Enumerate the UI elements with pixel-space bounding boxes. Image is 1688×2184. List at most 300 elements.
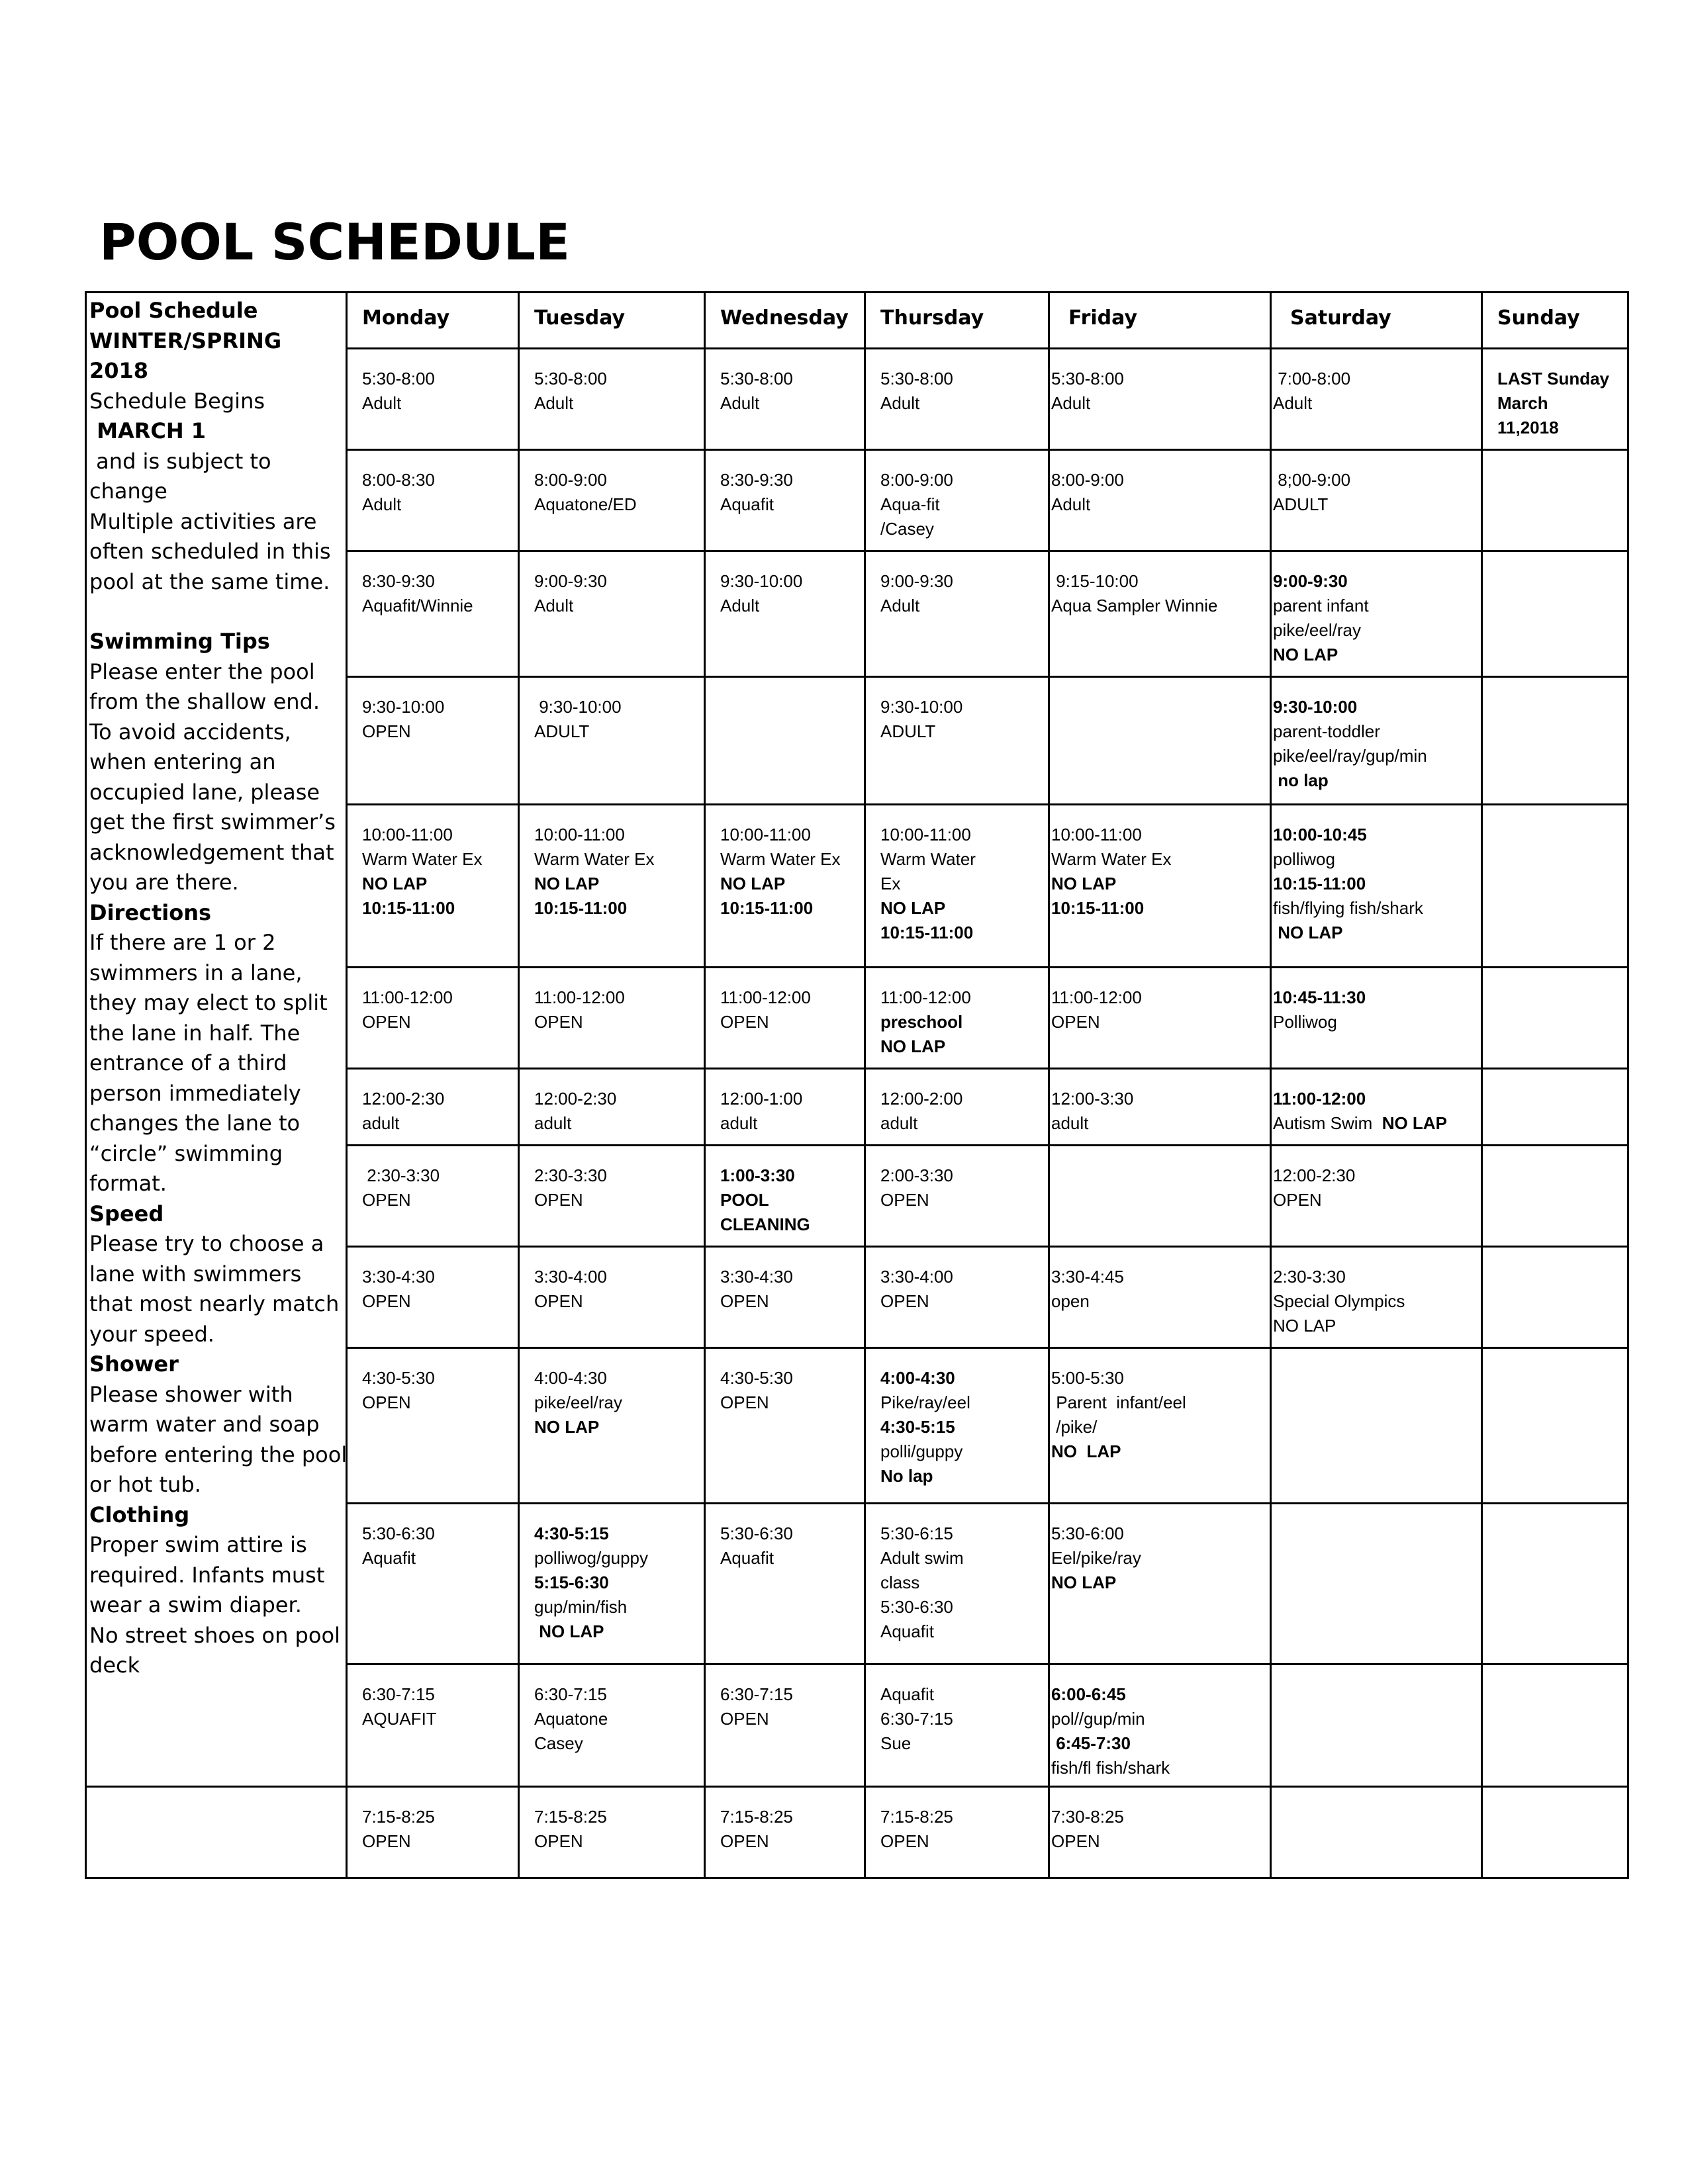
activity-label: ADULT [880, 721, 936, 741]
time-range: 6:45-7:30 [1051, 1733, 1131, 1753]
info-text: you are there. [89, 870, 239, 895]
activity-label: pike/eel/ray/gup/min [1273, 746, 1427, 766]
activity-label: Adult [362, 494, 402, 514]
time-range: 11:00-12:00 [1051, 987, 1142, 1007]
schedule-cell-sunday [1482, 1348, 1628, 1504]
time-slot-row [86, 1787, 1628, 1878]
schedule-cell-sunday [1482, 1787, 1628, 1878]
activity-label: Warm Water Ex [1051, 849, 1172, 869]
no-lap-label: NO LAP [880, 1036, 946, 1056]
time-range: 11:00-12:00 [534, 987, 625, 1007]
day-label: Sunday [1497, 306, 1580, 330]
activity-label: open [1051, 1291, 1090, 1311]
info-text: If there are 1 or 2 [89, 930, 276, 955]
page-title: POOL SCHEDULE [99, 212, 570, 271]
activity-label: Aquafit [880, 1621, 934, 1641]
activity-label: Parent infant/eel [1051, 1392, 1186, 1412]
time-range: 12:00-2:30 [362, 1089, 445, 1109]
info-text: person immediately [89, 1080, 301, 1106]
time-range: 7:00-8:00 [1273, 369, 1351, 388]
time-range: 7:30-8:25 [1051, 1807, 1124, 1827]
activity-label: polliwog [1273, 849, 1335, 869]
schedule-cell-saturday [1271, 968, 1482, 1069]
schedule-cell-monday [347, 1348, 519, 1504]
time-range: 10:00-11:00 [1051, 825, 1142, 844]
schedule-cell-tuesday [519, 349, 705, 450]
activity-label: pike/eel/ray [534, 1392, 622, 1412]
time-range: 12:00-1:00 [720, 1089, 803, 1109]
schedule-cell-wednesday [705, 450, 865, 551]
activity-label: CLEANING [720, 1214, 810, 1234]
schedule-cell-saturday [1271, 551, 1482, 677]
time-range: 1:00-3:30 [720, 1165, 795, 1185]
activity-label: OPEN [534, 1831, 583, 1851]
time-range: 5:30-8:00 [720, 369, 793, 388]
activity-label: Warm Water Ex [720, 849, 841, 869]
activity-label: Aquafit [362, 1548, 416, 1568]
info-text: acknowledgement that [89, 839, 334, 865]
schedule-cell-monday [347, 677, 519, 805]
activity-label: Adult [880, 393, 920, 413]
time-range: 7:15-8:25 [534, 1807, 607, 1827]
schedule-cell-tuesday [519, 805, 705, 968]
schedule-cell-wednesday [705, 1348, 865, 1504]
info-text: warm water and soap [89, 1412, 320, 1437]
no-lap-label: NO LAP [1273, 1316, 1336, 1336]
time-range: 9:30-10:00 [720, 571, 803, 591]
schedule-table [85, 291, 1629, 1879]
time-range: 5:30-6:30 [880, 1597, 953, 1617]
time-range: 2:30-3:30 [1273, 1267, 1346, 1287]
info-heading: Clothing [89, 1502, 190, 1527]
no-lap-label: NO LAP [1273, 645, 1338, 664]
activity-label: OPEN [720, 1392, 769, 1412]
schedule-cell-thursday [865, 805, 1049, 968]
activity-label: polliwog/guppy [534, 1548, 649, 1568]
schedule-cell-wednesday [705, 1504, 865, 1664]
activity-label: OPEN [1051, 1012, 1100, 1032]
activity-label: Pike/ray/eel [880, 1392, 970, 1412]
time-range: 12:00-2:30 [1273, 1165, 1356, 1185]
time-range: 10:00-10:45 [1273, 825, 1367, 844]
schedule-cell-wednesday [705, 968, 865, 1069]
info-text: and is subject to [89, 448, 271, 474]
schedule-cell-wednesday [705, 1787, 865, 1878]
schedule-cell-sunday [1482, 1247, 1628, 1348]
info-text: changes the lane to [89, 1111, 301, 1136]
info-text: deck [89, 1653, 140, 1678]
schedule-cell-saturday [1271, 805, 1482, 968]
schedule-cell-thursday [865, 1069, 1049, 1146]
activity-label: POOL [720, 1190, 769, 1210]
time-range: 2:30-3:30 [534, 1165, 607, 1185]
schedule-cell-monday [347, 450, 519, 551]
activity-label: preschool [880, 1012, 963, 1032]
time-range: 10:45-11:30 [1273, 987, 1366, 1007]
schedule-cell-thursday [865, 1787, 1049, 1878]
schedule-cell-thursday [865, 1664, 1049, 1787]
info-text: lane with swimmers [89, 1261, 302, 1287]
time-range: 10:00-11:00 [362, 825, 453, 844]
activity-label: Ex [880, 874, 901, 893]
activity-label: fish/flying fish/shark [1273, 898, 1423, 918]
time-range: 8:00-9:00 [880, 470, 953, 490]
day-header-wednesday [705, 293, 865, 349]
no-lap-label: No lap [880, 1466, 933, 1486]
schedule-cell-saturday [1271, 1787, 1482, 1878]
info-text: or hot tub. [89, 1472, 201, 1497]
info-text: pool at the same time. [89, 569, 330, 594]
schedule-cell-tuesday [519, 1069, 705, 1146]
time-range: 5:30-8:00 [880, 369, 953, 388]
activity-label: Aqua-fit [880, 494, 940, 514]
time-range: 4:00-4:30 [534, 1368, 607, 1388]
info-text: Please enter the pool [89, 659, 315, 684]
activity-label: OPEN [880, 1190, 929, 1210]
no-lap-label: NO LAP [1051, 1441, 1121, 1461]
schedule-cell-saturday [1271, 1146, 1482, 1247]
schedule-cell-wednesday [705, 677, 865, 805]
schedule-cell-tuesday [519, 677, 705, 805]
info-text: swimmers in a lane, [89, 960, 303, 985]
time-range: 2:30-3:30 [362, 1165, 440, 1185]
activity-label: Adult [720, 393, 760, 413]
schedule-cell-wednesday [705, 1247, 865, 1348]
day-label: Tuesday [534, 306, 626, 330]
activity-label: pike/eel/ray [1273, 620, 1361, 640]
time-range: 9:30-10:00 [1273, 697, 1358, 717]
activity-label: Adult [880, 596, 920, 615]
schedule-cell-tuesday [519, 551, 705, 677]
activity-label: OPEN [720, 1012, 769, 1032]
activity-label: Adult [534, 393, 574, 413]
schedule-cell-wednesday [705, 805, 865, 968]
activity-label: Aquafit [880, 1684, 934, 1704]
time-range: 7:15-8:25 [720, 1807, 793, 1827]
time-range: 5:30-6:00 [1051, 1524, 1124, 1543]
schedule-cell-saturday [1271, 1504, 1482, 1664]
activity-label: OPEN [534, 1012, 583, 1032]
activity-label: adult [720, 1113, 758, 1133]
time-range: 8:00-9:00 [1051, 470, 1124, 490]
schedule-cell-monday [347, 968, 519, 1069]
time-range: 7:15-8:25 [362, 1807, 435, 1827]
info-text: Proper swim attire is [89, 1532, 307, 1557]
time-range: 3:30-4:30 [720, 1267, 793, 1287]
time-range: 9:30-10:00 [362, 697, 445, 717]
schedule-cell-sunday [1482, 1664, 1628, 1787]
info-text: Please try to choose a [89, 1231, 324, 1256]
time-range: 9:15-10:00 [1051, 571, 1139, 591]
info-text: Schedule Begins [89, 388, 265, 414]
info-text: entrance of a third [89, 1050, 287, 1075]
schedule-cell-thursday [865, 450, 1049, 551]
time-range: 5:15-6:30 [534, 1572, 609, 1592]
time-range: 10:00-11:00 [720, 825, 811, 844]
time-range: 9:30-10:00 [880, 697, 963, 717]
schedule-cell-tuesday [519, 1146, 705, 1247]
info-heading: Swimming Tips [89, 629, 270, 654]
time-range: 5:30-8:00 [362, 369, 435, 388]
activity-label: parent-toddler [1273, 721, 1380, 741]
activity-label: Aquafit/Winnie [362, 596, 473, 615]
activity-label: pol//gup/min [1051, 1709, 1145, 1729]
schedule-cell-friday [1049, 805, 1271, 968]
time-range: 6:30-7:15 [362, 1684, 435, 1704]
activity-label: OPEN [720, 1291, 769, 1311]
time-range: 11:00-12:00 [880, 987, 971, 1007]
time-range: 12:00-2:30 [534, 1089, 617, 1109]
time-range: 6:30-7:15 [534, 1684, 607, 1704]
activity-label: Sue [880, 1733, 912, 1753]
info-text: change [89, 478, 167, 504]
schedule-cell-friday [1049, 551, 1271, 677]
activity-label: adult [362, 1113, 400, 1133]
info-text: format. [89, 1171, 167, 1196]
schedule-cell-sunday [1482, 1504, 1628, 1664]
time-range: 5:30-6:30 [362, 1524, 435, 1543]
schedule-cell-sunday [1482, 551, 1628, 677]
time-range: 10:15-11:00 [720, 898, 814, 918]
activity-label: Aquafit [720, 1548, 774, 1568]
activity-label: /pike/ [1051, 1417, 1098, 1437]
schedule-cell-sunday [1482, 805, 1628, 968]
activity-label: OPEN [362, 1392, 411, 1412]
info-heading: Shower [89, 1351, 179, 1377]
activity-label: Adult [720, 596, 760, 615]
schedule-cell-thursday [865, 551, 1049, 677]
day-label: Monday [362, 306, 450, 330]
info-text: the lane in half. The [89, 1020, 301, 1046]
schedule-cell-friday [1049, 677, 1271, 805]
activity-label: adult [1051, 1113, 1089, 1133]
schedule-cell-friday [1049, 1247, 1271, 1348]
schedule-cell-saturday [1271, 450, 1482, 551]
time-range: 8;00-9:00 [1273, 470, 1351, 490]
activity-label: polli/guppy [880, 1441, 963, 1461]
info-text: get the first swimmer’s [89, 809, 336, 835]
schedule-cell-friday [1049, 1787, 1271, 1878]
time-range: 12:00-2:00 [880, 1089, 963, 1109]
time-range: 8:00-8:30 [362, 470, 435, 490]
time-range: 9:00-9:30 [1273, 571, 1348, 591]
info-text: “circle” swimming [89, 1140, 283, 1166]
schedule-cell-sunday [1482, 1069, 1628, 1146]
time-range: 8:30-9:30 [362, 571, 435, 591]
schedule-cell-monday [347, 349, 519, 450]
schedule-cell-sunday [1482, 349, 1628, 450]
activity-label: OPEN [880, 1291, 929, 1311]
info-text: wear a swim diaper. [89, 1592, 302, 1617]
activity-label: gup/min/fish [534, 1597, 628, 1617]
activity-label: OPEN [720, 1709, 769, 1729]
activity-label: OPEN [720, 1831, 769, 1851]
activity-line [1273, 1111, 1481, 1136]
schedule-cell-wednesday [705, 1146, 865, 1247]
schedule-cell-wednesday [705, 551, 865, 677]
no-lap-label: NO LAP [1051, 874, 1117, 893]
schedule-cell-saturday [1271, 1069, 1482, 1146]
schedule-cell-saturday [1271, 1348, 1482, 1504]
activity-label: Special Olympics [1273, 1291, 1405, 1311]
info-text: occupied lane, please [89, 779, 320, 805]
schedule-cell-thursday [865, 1247, 1049, 1348]
schedule-cell-thursday [865, 1348, 1049, 1504]
time-range: 10:00-11:00 [880, 825, 971, 844]
schedule-cell-friday [1049, 450, 1271, 551]
time-range: 10:00-11:00 [534, 825, 625, 844]
info-text: when entering an [89, 749, 276, 774]
no-lap-label: NO LAP [534, 1621, 604, 1641]
activity-label: class [880, 1572, 920, 1592]
time-range: 10:15-11:00 [534, 898, 628, 918]
time-range: 4:30-5:30 [362, 1368, 435, 1388]
time-range: 6:30-7:15 [720, 1684, 793, 1704]
schedule-cell-monday [347, 551, 519, 677]
activity-label: adult [880, 1113, 918, 1133]
time-range: 3:30-4:00 [534, 1267, 607, 1287]
activity-label: LAST Sunday [1497, 369, 1610, 388]
activity-label: Adult [534, 596, 574, 615]
activity-label: OPEN [362, 721, 411, 741]
header-row [86, 293, 1628, 349]
day-header-thursday [865, 293, 1049, 349]
time-range: 4:30-5:30 [720, 1368, 793, 1388]
time-range: 6:30-7:15 [880, 1709, 953, 1729]
schedule-cell-monday [347, 805, 519, 968]
schedule-cell-tuesday [519, 450, 705, 551]
no-lap-label: NO LAP [362, 874, 428, 893]
schedule-cell-tuesday [519, 1664, 705, 1787]
info-heading: MARCH 1 [89, 418, 207, 443]
schedule-cell-tuesday [519, 1787, 705, 1878]
schedule-cell-tuesday [519, 968, 705, 1069]
schedule-cell-sunday [1482, 1146, 1628, 1247]
time-range: 7:15-8:25 [880, 1807, 953, 1827]
schedule-cell-monday [347, 1069, 519, 1146]
activity-label: Aqua Sampler Winnie [1051, 596, 1218, 615]
day-label: Wednesday [720, 306, 849, 330]
schedule-cell-friday [1049, 1069, 1271, 1146]
day-header-sunday [1482, 293, 1628, 349]
time-range: 10:15-11:00 [880, 923, 974, 942]
info-text: they may elect to split [89, 990, 328, 1015]
info-text: To avoid accidents, [89, 719, 291, 745]
activity-label: March [1497, 393, 1548, 413]
activity-label: Adult [362, 393, 402, 413]
time-range: 11:00-12:00 [720, 987, 811, 1007]
no-lap-label: no lap [1273, 770, 1329, 790]
schedule-cell-friday [1049, 1664, 1271, 1787]
schedule-cell-friday [1049, 1504, 1271, 1664]
no-lap-label: NO LAP [720, 874, 786, 893]
schedule-cell-tuesday [519, 1504, 705, 1664]
activity-label: OPEN [880, 1831, 929, 1851]
no-lap-label: NO LAP [1051, 1572, 1117, 1592]
time-range: 11:00-12:00 [1273, 1089, 1366, 1109]
activity-label: parent infant [1273, 596, 1369, 615]
schedule-cell-wednesday [705, 1069, 865, 1146]
info-heading: Speed [89, 1201, 164, 1226]
activity-label: Warm Water Ex [362, 849, 483, 869]
time-range: 4:30-5:15 [880, 1417, 955, 1437]
time-range: 9:00-9:30 [534, 571, 607, 591]
no-lap-label: NO LAP [534, 874, 600, 893]
time-range: 3:30-4:45 [1051, 1267, 1124, 1287]
schedule-cell-friday [1049, 1348, 1271, 1504]
time-range: 5:30-6:15 [880, 1524, 953, 1543]
info-text: Please shower with [89, 1381, 293, 1407]
info-text: from the shallow end. [89, 689, 320, 714]
activity-label: Warm Water Ex [534, 849, 655, 869]
time-range: 4:30-5:15 [534, 1524, 609, 1543]
schedule-cell-tuesday [519, 1247, 705, 1348]
schedule-cell-saturday [1271, 1247, 1482, 1348]
schedule-cell-monday [347, 1664, 519, 1787]
time-range: 10:15-11:00 [1051, 898, 1145, 918]
activity-label: OPEN [362, 1831, 411, 1851]
no-lap-label: NO LAP [880, 898, 946, 918]
activity-label: Polliwog [1273, 1012, 1337, 1032]
day-label: Saturday [1290, 306, 1391, 330]
activity-label: OPEN [362, 1012, 411, 1032]
time-range: 10:15-11:00 [362, 898, 455, 918]
day-label: Thursday [880, 306, 984, 330]
activity-label: 11,2018 [1497, 418, 1559, 437]
schedule-cell-sunday [1482, 968, 1628, 1069]
time-range: 11:00-12:00 [362, 987, 453, 1007]
schedule-cell-monday [347, 1504, 519, 1664]
time-range: 10:15-11:00 [1273, 874, 1366, 893]
time-range: 9:30-10:00 [534, 697, 622, 717]
info-panel [86, 293, 347, 1787]
info-text: Multiple activities are [89, 508, 317, 534]
activity-label: Warm Water [880, 849, 976, 869]
time-range: 9:00-9:30 [880, 571, 953, 591]
schedule-cell-saturday [1271, 1664, 1482, 1787]
schedule-cell-monday [347, 1787, 519, 1878]
activity-label: ADULT [534, 721, 590, 741]
day-label: Friday [1068, 306, 1138, 330]
no-lap-label: NO LAP [1382, 1113, 1447, 1133]
info-text: often scheduled in this [89, 539, 331, 564]
day-header-monday [347, 293, 519, 349]
activity-label: Adult [1273, 393, 1313, 413]
info-heading: Directions [89, 899, 212, 925]
info-heading: 2018 [89, 358, 149, 383]
schedule-cell-monday [347, 1247, 519, 1348]
info-text [89, 597, 343, 627]
info-text: your speed. [89, 1321, 214, 1347]
info-heading: WINTER/SPRING [89, 328, 282, 353]
time-range: 2:00-3:30 [880, 1165, 953, 1185]
schedule-cell-thursday [865, 349, 1049, 450]
activity-label: OPEN [534, 1190, 583, 1210]
info-text: that most nearly match [89, 1291, 340, 1316]
time-range: 3:30-4:30 [362, 1267, 435, 1287]
activity-label: Adult swim [880, 1548, 964, 1568]
schedule-cell-monday [347, 1146, 519, 1247]
activity-label: AQUAFIT [362, 1709, 437, 1729]
info-text: required. Infants must [89, 1562, 325, 1588]
time-range: 5:00-5:30 [1051, 1368, 1124, 1388]
activity-label: Adult [1051, 494, 1091, 514]
info-panel-empty-cell [86, 1787, 347, 1878]
activity-label: Aquatone/ED [534, 494, 637, 514]
schedule-cell-wednesday [705, 1664, 865, 1787]
schedule-cell-saturday [1271, 677, 1482, 805]
activity-label: Casey [534, 1733, 583, 1753]
